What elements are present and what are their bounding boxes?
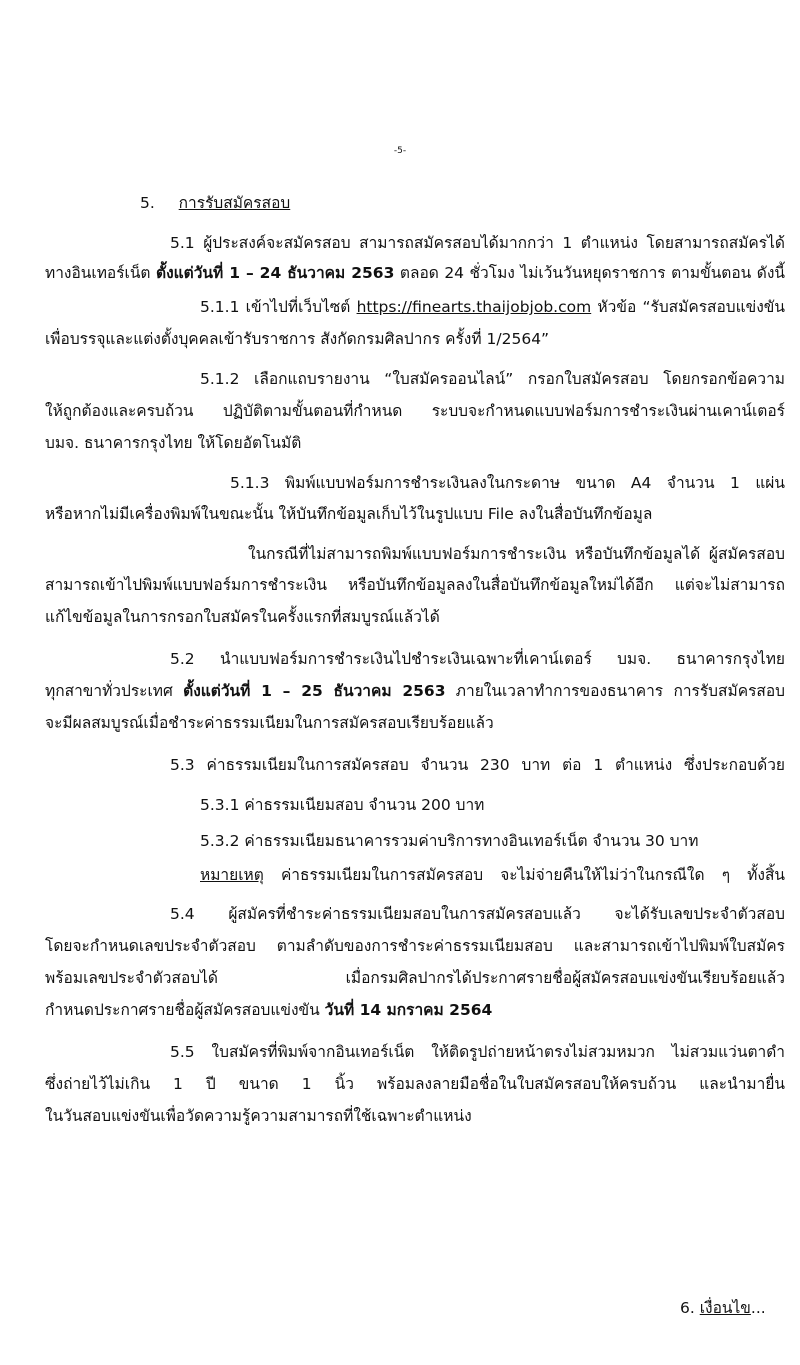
clause-5-1-2-line-2: ให้ถูกต้องและครบถ้วน ปฏิบัติตามขั้นตอนที่กำหนด ระบบจะกำหนดแบบฟอร์มการชำระเงินผ่านเคาน์เตอร์ [45,402,785,420]
apply-dates: ตั้งแต่วันที่ 1 – 24 ธันวาคม 2563 [156,264,395,282]
clause-5-4-line-2: โดยจะกำหนดเลขประจำตัวสอบ ตามลำดับของการชำระค่าธรรมเนียมสอบ และสามารถเข้าไปพิมพ์ใบสมัคร [45,937,785,955]
clause-5-1-3-line-3: ในกรณีที่ไม่สามารถพิมพ์แบบฟอร์มการชำระเงิน หรือบันทึกข้อมูลได้ ผู้สมัครสอบ [248,545,785,563]
clause-5-5-line-3: ในวันสอบแข่งขันเพื่อวัดความรู้ความสามารถที่ใช้เฉพาะตำแหน่ง [45,1107,472,1125]
clause-5-3-2: 5.3.2 ค่าธรรมเนียมธนาคารรวมค่าบริการทางอินเทอร์เน็ต จำนวน 30 บาท [200,832,699,850]
next-page-continuation: 6. เงื่อนไข... [680,1299,766,1317]
clause-5-1-1-line-1: 5.1.1 เข้าไปที่เว็บไซต์ https://finearts.thaijobjob.com หัวข้อ “รับสมัครสอบแข่งขัน [200,298,785,316]
fee-note: หมายเหตุ ค่าธรรมเนียมในการสมัครสอบ จะไม่จ่ายคืนให้ไม่ว่าในกรณีใด ๆ ทั้งสิ้น [200,866,785,884]
clause-5-1-2-line-1: 5.1.2 เลือกแถบรายงาน “ใบสมัครออนไลน์” กรอกใบสมัครสอบ โดยกรอกข้อความ [200,370,785,388]
clause-5-5-line-1: 5.5 ใบสมัครที่พิมพ์จากอินเทอร์เน็ต ให้ติดรูปถ่ายหน้าตรงไม่สวมหมวก ไม่สวมแว่นตาดำ [170,1043,785,1061]
clause-5-4-line-1: 5.4 ผู้สมัครที่ชำระค่าธรรมเนียมสอบในการสมัครสอบแล้ว จะได้รับเลขประจำตัวสอบ [170,905,785,923]
clause-5-1-2-line-3: บมจ. ธนาคารกรุงไทย ให้โดยอัตโนมัติ [45,434,302,452]
payment-dates: ตั้งแต่วันที่ 1 – 25 ธันวาคม 2563 [183,682,446,700]
clause-5-1-3-line-4: สามารถเข้าไปพิมพ์แบบฟอร์มการชำระเงิน หรือบันทึกข้อมูลลงในสื่อบันทึกข้อมูลใหม่ได้อีก แต่จะไม่สามารถ [45,576,785,594]
section-5-heading [140,192,290,214]
clause-5-2-line-2: ทุกสาขาทั่วประเทศ ตั้งแต่วันที่ 1 – 25 ธันวาคม 2563 ภายในเวลาทำการของธนาคาร การรับสมัครสอบ [45,682,785,700]
section-title: การรับสมัครสอบ [178,194,291,212]
clause-5-4-line-4: กำหนดประกาศรายชื่อผู้สมัครสอบแข่งขัน วันที่ 14 มกราคม 2564 [45,1001,493,1019]
clause-5-1-line-1: 5.1 ผู้ประสงค์จะสมัครสอบ สามารถสมัครสอบได้มากกว่า 1 ตำแหน่ง โดยสามารถสมัครได้ [170,234,785,252]
announcement-date: วันที่ 14 มกราคม 2564 [324,1001,493,1019]
clause-5-4-line-3: พร้อมเลขประจำตัวสอบได้ เมื่อกรมศิลปากรได้ประกาศรายชื่อผู้สมัครสอบแข่งขันเรียบร้อยแล้ว [45,969,785,987]
clause-5-2-line-1: 5.2 นำแบบฟอร์มการชำระเงินไปชำระเงินเฉพาะที่เคาน์เตอร์ บมจ. ธนาคารกรุงไทย [170,650,785,668]
page-number: -5- [393,146,407,156]
clause-5-3-1: 5.3.1 ค่าธรรมเนียมสอบ จำนวน 200 บาท [200,796,485,814]
clause-5-3-line-1: 5.3 ค่าธรรมเนียมในการสมัครสอบ จำนวน 230 บาท ต่อ 1 ตำแหน่ง ซึ่งประกอบด้วย [170,756,785,774]
note-label: หมายเหตุ [200,866,264,884]
clause-5-1-line-2: ทางอินเทอร์เน็ต ตั้งแต่วันที่ 1 – 24 ธันวาคม 2563 ตลอด 24 ชั่วโมง ไม่เว้นวันหยุดราชการ ตามขั้นตอน ดังนี้ [45,264,785,282]
clause-5-1-3-line-1: 5.1.3 พิมพ์แบบฟอร์มการชำระเงินลงในกระดาษ ขนาด A4 จำนวน 1 แผ่น [230,474,785,492]
website-link[interactable]: https://finearts.thaijobjob.com [356,298,592,316]
clause-5-1-3-line-5: แก้ไขข้อมูลในการกรอกใบสมัครในครั้งแรกที่สมบูรณ์แล้วได้ [45,608,440,626]
clause-5-2-line-3: จะมีผลสมบูรณ์เมื่อชำระค่าธรรมเนียมในการสมัครสอบเรียบร้อยแล้ว [45,714,494,732]
clause-5-5-line-2: ซึ่งถ่ายไว้ไม่เกิน 1 ปี ขนาด 1 นิ้ว พร้อมลงลายมือชื่อในใบสมัครสอบให้ครบถ้วน และนำมายื่น [45,1075,785,1093]
clause-5-1-3-line-2: หรือหากไม่มีเครื่องพิมพ์ในขณะนั้น ให้บันทึกข้อมูลเก็บไว้ในรูปแบบ File ลงในสื่อบันทึกข้อมูล [45,505,653,523]
section-number: 5. [140,194,155,212]
clause-5-1-1-line-2: เพื่อบรรจุและแต่งตั้งบุคคลเข้ารับราชการ สังกัดกรมศิลปากร ครั้งที่ 1/2564” [45,330,550,348]
next-section-label: เงื่อนไข [699,1299,751,1317]
